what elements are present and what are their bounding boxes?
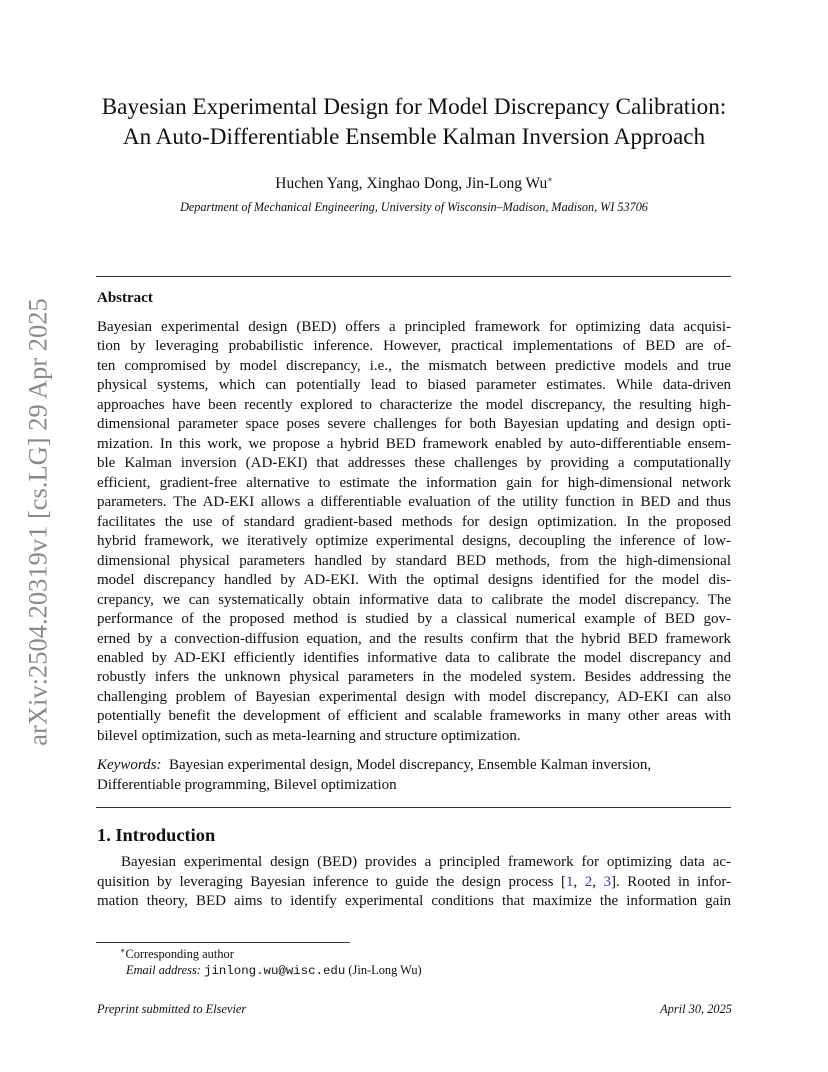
title-line-2: An Auto-Differentiable Ensemble Kalman Inversion Approach [122,124,706,150]
abstract-line: bilevel optimization, such as meta-learning and structure optimization. [97,727,521,744]
abstract-body [97,318,731,746]
footnote-corresponding [120,946,234,962]
abstract-line: dimensional parameter space poses severe challenges for both Bayesian updating and design opti- [97,416,731,433]
intro-line-3: mation theory, BED aims to identify experimental conditions that maximize the information gain [97,893,731,909]
intro-line-1: Bayesian experimental design (BED) provides a principled framework for optimizing data ac- [121,854,731,870]
abstract-line: efficient, gradient-free alternative to estimate the information gain for high-dimensional network [97,474,731,491]
abstract-line: model discrepancy handled by AD-EKI. With the optimal designs identified for the model dis- [97,572,731,589]
abstract-line: physical systems, which can potentially lead to biased parameter estimates. While data-driven [97,377,731,394]
section-heading-introduction: 1. Introduction [97,825,216,845]
intro-line-2: quisition by leveraging Bayesian inference to guide the design process [1, 2, 3]. Rooted in infor- [97,873,732,890]
abstract-line: tion by leveraging probabilistic inference. However, practical implementations of BED are of- [97,338,731,355]
email-address[interactable]: jinlong.wu@wisc.edu [204,964,346,978]
citation-2[interactable]: 2 [584,873,593,890]
email-owner: (Jin-Long Wu) [348,963,422,977]
keywords-text-1: Bayesian experimental design, Model discrepancy, Ensemble Kalman inversion, [168,757,652,773]
bottom-rule [96,807,731,808]
footer-date: April 30, 2025 [660,1002,732,1016]
author-list: Huchen Yang, Xinghao Dong, Jin-Long Wu [275,175,548,192]
abstract-line: dimensional physical parameters handled by standard BED methods, from the high-dimensional [97,552,731,569]
title-line-1: Bayesian Experimental Design for Model Discrepancy Calibration: [101,94,727,120]
keywords-line-2: Differentiable programming, Bilevel optimization [97,776,397,793]
abstract-line: facilitates the use of standard gradient-based methods for design optimization. In the proposed [97,513,731,530]
abstract-line: performance of the proposed method is studied by a classical numerical example of BED gov- [97,611,731,628]
top-rule [96,276,731,277]
abstract-line: crepancy, we can systematically obtain informative data to calibrate the model discrepancy. The [97,591,731,608]
abstract-heading: Abstract [97,290,153,306]
abstract-line: parameters. The AD-EKI allows a differentiable evaluation of the utility function in BED and thus [97,494,731,511]
authors [96,174,732,194]
abstract-line: ten compromised by model discrepancy, i.e., the mismatch between predictive models and true [97,357,731,374]
abstract-line: potentially benefit the development of efficient and scalable frameworks in many other areas with [97,708,731,725]
intro-line-2-text: quisition by leveraging Bayesian inference to guide the design process [ [97,873,566,890]
keywords-line-1 [97,756,731,776]
abstract-line: mization. In this work, we propose a hybrid BED framework enabled by auto-differentiable ensem- [97,435,731,452]
abstract-line: challenging problem of Bayesian experimental design with model discrepancy, AD-EKI can also [97,688,731,705]
abstract-line: enabled by AD-EKI efficiently identifies informative data to calibrate the model discrepancy and [97,649,731,666]
footnote-mark: ∗ [120,945,126,955]
citation-3[interactable]: 3 [603,873,611,890]
abstract-line: Bayesian experimental design (BED) offers a principled framework for optimizing data acquisi- [97,319,731,335]
author-footnote-mark[interactable]: ∗ [547,174,553,184]
introduction-body [97,853,731,912]
affiliation: Department of Mechanical Engineering, University of Wisconsin–Madison, Madison, WI 53706 [180,200,648,214]
footnote-corresponding-text: Corresponding author [125,947,234,961]
keywords [97,756,731,795]
email-label: Email address: [126,963,201,977]
footnote-email [126,962,422,979]
keywords-label: Keywords: [97,757,162,773]
abstract-line: approaches have been recently explored to characterize the model discrepancy, the resulting high- [97,396,731,413]
abstract-line: ble Kalman inversion (AD-EKI) that addresses these challenges by providing a computationally [97,455,731,472]
abstract-line: erned by a convection-diffusion equation, and the results confirm that the hybrid BED framework [97,630,731,647]
arxiv-stamp [20,286,56,758]
abstract-line: hybrid framework, we iteratively optimize experimental designs, decoupling the inference of low- [97,533,731,550]
abstract-line: robustly infers the unknown physical parameters in the modeled system. Besides addressing the [97,669,731,686]
intro-line-2-tail: ]. Rooted in infor- [610,873,732,890]
citation-1[interactable]: 1 [565,873,574,890]
footer-left: Preprint submitted to Elsevier [97,1002,247,1016]
footnote-rule [96,942,350,943]
arxiv-id: arXiv:2504.20319v1 [cs.LG] 29 Apr 2025 [22,298,53,746]
paper-title [96,92,732,152]
